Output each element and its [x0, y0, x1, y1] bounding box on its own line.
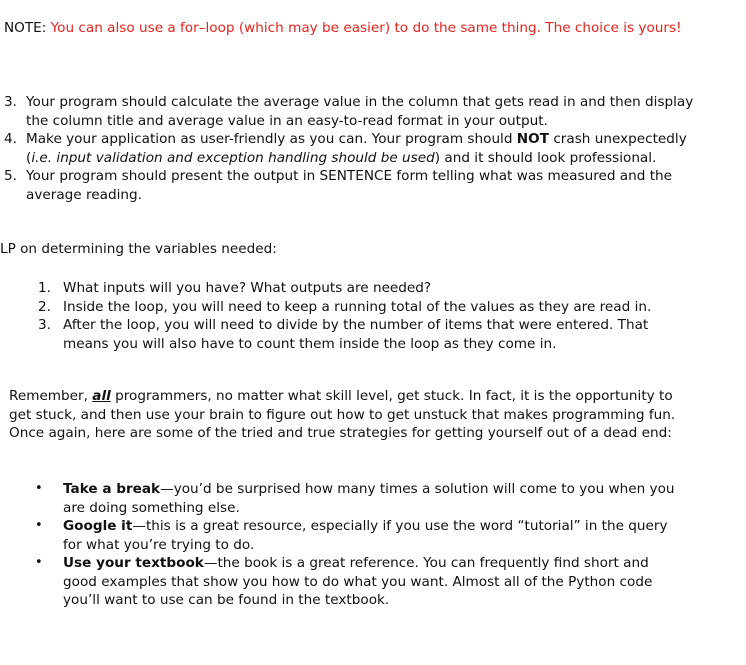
list-number: 3. — [4, 94, 17, 110]
strategy-text: —you’d be surprised how many times a solution will come to you when you are doing something else. — [63, 481, 675, 516]
strategy-title: Google it — [63, 518, 133, 534]
strategy-text: —the book is a great reference. You can frequently find short and good examples that show you how to do what you want. Almost all of the Python code you’ll want to use can be found in the textbook. — [63, 555, 653, 608]
strategies-list — [35, 480, 685, 610]
note-paragraph — [4, 19, 694, 38]
hint-item — [38, 298, 678, 317]
bullet-icon: • — [35, 555, 43, 570]
requirement-text-part1: Make your application as user-friendly as you can. Your program should — [26, 131, 517, 147]
requirements-list — [4, 93, 694, 204]
help-heading: LP on determining the variables needed: — [0, 241, 277, 257]
bullet-icon: • — [35, 481, 43, 496]
requirement-italic-note: i.e. input validation and exception handling should be used — [31, 149, 435, 166]
requirement-emphasis-not: NOT — [516, 131, 549, 147]
strategy-item — [35, 517, 685, 554]
remember-text: programmers, no matter what skill level, get stuck. In fact, it is the opportunity to get stuck, and then use your brain to figure out how to get unstuck that makes programming fun. Once again, here are some of the tried and true strategies for getting yourself out of a dead end: — [9, 388, 676, 441]
list-number: 1. — [38, 280, 51, 296]
requirement-text-part2: crash unexpectedly ( — [26, 131, 687, 166]
list-number: 3. — [38, 317, 51, 333]
requirement-item-4 — [4, 130, 694, 167]
hints-list — [38, 279, 678, 353]
strategy-title: Take a break — [63, 481, 161, 497]
strategy-title: Use your textbook — [63, 555, 204, 571]
list-number: 5. — [4, 168, 17, 184]
hint-text: Inside the loop, you will need to keep a running total of the values as they are read in. — [63, 298, 652, 315]
strategy-text: —this is a great resource, especially if you use the word “tutorial” in the query for what you’re trying to do. — [63, 518, 668, 553]
requirement-text: Your program should calculate the average value in the column that gets read in and then display the column title and average value in an easy-to-read format in your output. — [26, 94, 694, 129]
requirement-item-3 — [4, 93, 694, 130]
remember-paragraph — [9, 387, 699, 443]
strategy-item — [35, 554, 685, 610]
requirement-item-5 — [4, 167, 694, 204]
requirement-text-part3: ) and it should look professional. — [434, 149, 657, 166]
hint-item — [38, 279, 678, 298]
hint-text: What inputs will you have? What outputs are needed? — [63, 280, 432, 296]
strategy-item — [35, 480, 685, 517]
hint-item — [38, 316, 678, 353]
hint-text: After the loop, you will need to divide by the number of items that were entered. That means you will also have to count them inside the loop as they come in. — [63, 317, 649, 352]
note-text: You can also use a for–loop (which may be easier) to do the same thing. The choice is yours! — [50, 20, 682, 36]
requirement-text: Your program should present the output in SENTENCE form telling what was measured and the average reading. — [26, 168, 673, 203]
list-number: 2. — [38, 298, 51, 315]
bullet-icon: • — [35, 518, 43, 533]
list-number: 4. — [4, 131, 17, 147]
note-label: NOTE: — [4, 20, 51, 36]
remember-prefix: Remember, — [9, 388, 93, 404]
remember-emphasis: all — [92, 388, 111, 404]
